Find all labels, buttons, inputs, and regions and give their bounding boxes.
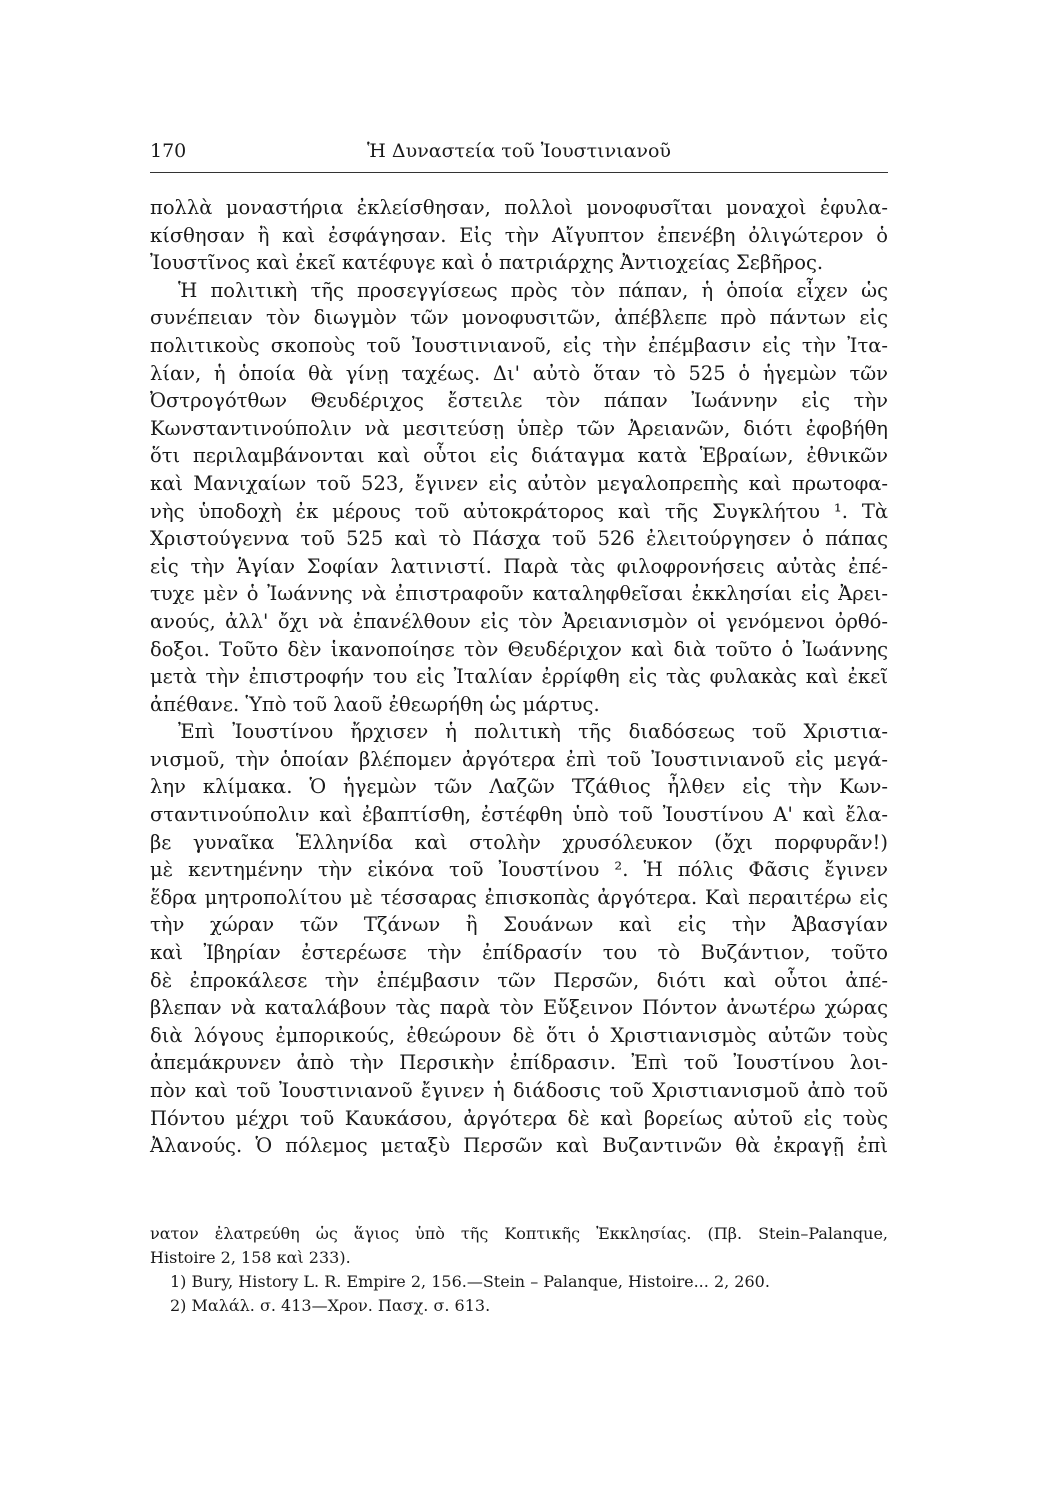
body-line: πολλὰ μοναστήρια ἐκλείσθησαν, πολλοὶ μονοφυσῖται μοναχοὶ ἐφυλα- [150, 196, 888, 219]
body-line: Ἐπὶ Ἰουστίνου ἤρχισεν ἡ πολιτικὴ τῆς διαδόσεως τοῦ Χριστια- [178, 720, 888, 744]
body-line: πὸν καὶ τοῦ Ἰουστινιανοῦ ἔγινεν ἡ διάδοσις τοῦ Χριστιανισμοῦ ἀπὸ τοῦ [150, 1079, 888, 1102]
body-line: Ἰουστῖνος καὶ ἐκεῖ κατέφυγε καὶ ὁ πατριάρχης Ἀντιοχείας Σεβῆρος. [150, 251, 824, 275]
body-line: καὶ Μανιχαίων τοῦ 523, ἔγινεν εἰς αὐτὸν μεγαλοπρεπὴς καὶ πρωτοφα- [150, 471, 888, 495]
footnote-line: 1) Bury, History L. R. Empire 2, 156.—Stein – Palanque, Histoire... 2, 260. [170, 1272, 770, 1291]
page-number: 170 [150, 140, 187, 162]
body-line: Κωνσταντινούπολιν νὰ μεσιτεύσῃ ὑπὲρ τῶν Ἀρειανῶν, διότι ἐφοβήθη [150, 416, 888, 440]
body-line: μετὰ τὴν ἐπιστροφήν του εἰς Ἰταλίαν ἐρρίφθη εἰς τὰς φυλακὰς καὶ ἐκεῖ [150, 665, 888, 689]
body-line: ανούς, ἀλλ' ὄχι νὰ ἐπανέλθουν εἰς τὸν Ἀρειανισμὸν οἱ γενόμενοι ὀρθό- [150, 609, 888, 633]
body-line: διὰ λόγους ἐμπορικούς, ἐθεώρουν δὲ ὅτι ὁ Χριστιανισμὸς αὐτῶν τοὺς [150, 1023, 888, 1047]
body-line: σταντινούπολιν καὶ ἐβαπτίσθη, ἐστέφθη ὑπὸ τοῦ Ἰουστίνου Α' καὶ ἔλα- [150, 803, 888, 827]
header-rule [150, 172, 888, 173]
body-line: συνέπειαν τὸν διωγμὸν τῶν μονοφυσιτῶν, ἀπέβλεπε πρὸ πάντων εἰς [150, 306, 888, 330]
running-title: Ἡ Δυναστεία τοῦ Ἰουστινιανοῦ [367, 140, 671, 162]
body-line: νὴς ὑποδοχὴ ἐκ μέρους τοῦ αὐτοκράτορος καὶ τῆς Συγκλήτου ¹. Τὰ [150, 499, 888, 523]
body-line: κίσθησαν ἢ καὶ ἐσφάγησαν. Εἰς τὴν Αἴγυπτον ἐπενέβη ὀλιγώτερον ὁ [150, 223, 888, 247]
body-line: πολιτικοὺς σκοποὺς τοῦ Ἰουστινιανοῦ, εἰς τὴν ἐπέμβασιν εἰς τὴν Ἰτα- [150, 333, 888, 357]
body-line: ὅτι περιλαμβάνονται καὶ οὗτοι εἰς διάταγμα κατὰ Ἑβραίων, ἐθνικῶν [150, 444, 888, 468]
body-line: καὶ Ἰβηρίαν ἐστερέωσε τὴν ἐπίδρασίν του τὸ Βυζάντιον, τοῦτο [150, 941, 888, 965]
body-line: δοξοι. Τοῦτο δὲν ἱκανοποίησε τὸν Θευδέριχον καὶ διὰ τοῦτο ὁ Ἰωάννης [150, 637, 888, 661]
footnote-line: νατον ἐλατρεύθη ὡς ἅγιος ὑπὸ τῆς Κοπτικῆς Ἐκκλησίας. (Πβ. Stein–Palanque, [150, 1224, 888, 1243]
body-line: Ὀστρογότθων Θευδέριχος ἔστειλε τὸν πάπαν Ἰωάννην εἰς τὴν [150, 389, 888, 413]
body-line: βλεπαν νὰ καταλάβουν τὰς παρὰ τὸν Εὔξεινον Πόντον ἀνωτέρω χώρας [150, 996, 888, 1020]
body-line: δὲ ἐπροκάλεσε τὴν ἐπέμβασιν τῶν Περσῶν, διότι καὶ οὗτοι ἀπέ- [150, 968, 888, 992]
body-line: βε γυναῖκα Ἑλληνίδα καὶ στολὴν χρυσόλευκον (ὄχι πορφυρᾶν!) [150, 830, 888, 854]
body-text [150, 194, 888, 1160]
body-line: τὴν χώραν τῶν Τζάνων ἢ Σουάνων καὶ εἰς τὴν Ἀβασγίαν [150, 913, 888, 937]
body-line: εἰς τὴν Ἁγίαν Σοφίαν λατινιστί. Παρὰ τὰς φιλοφρονήσεις αὐτὰς ἐπέ- [150, 554, 888, 578]
body-line: Ἀλανούς. Ὁ πόλεμος μεταξὺ Περσῶν καὶ Βυζαντινῶν θὰ ἐκραγῇ ἐπὶ [150, 1134, 888, 1158]
body-line: νισμοῦ, τὴν ὁποίαν βλέπομεν ἀργότερα ἐπὶ τοῦ Ἰουστινιανοῦ εἰς μεγά- [150, 747, 888, 771]
page-header [150, 140, 888, 164]
body-line: ἀπεμάκρυνεν ἀπὸ τὴν Περσικὴν ἐπίδρασιν. Ἐπὶ τοῦ Ἰουστίνου λοι- [150, 1051, 888, 1075]
body-line: Χριστούγεννα τοῦ 525 καὶ τὸ Πάσχα τοῦ 526 ἐλειτούργησεν ὁ πάπας [150, 527, 888, 551]
body-line: ἕδρα μητροπολίτου μὲ τέσσαρας ἐπισκοπὰς ἀργότερα. Καὶ περαιτέρω εἰς [150, 885, 888, 909]
footnotes [150, 1222, 888, 1318]
body-line: τυχε μὲν ὁ Ἰωάννης νὰ ἐπιστραφοῦν καταληφθεῖσαι ἐκκλησίαι εἰς Ἀρει- [150, 582, 888, 606]
body-line: λην κλίμακα. Ὁ ἡγεμὼν τῶν Λαζῶν Τζάθιος ἦλθεν εἰς τὴν Κων- [150, 775, 888, 799]
body-line: λίαν, ἡ ὁποία θὰ γίνῃ ταχέως. Δι' αὐτὸ ὅταν τὸ 525 ὁ ἡγεμὼν τῶν [150, 361, 888, 385]
body-line: ἀπέθανε. Ὑπὸ τοῦ λαοῦ ἐθεωρήθη ὡς μάρτυς. [150, 692, 600, 716]
footnote-line: Histoire 2, 158 καὶ 233). [150, 1248, 351, 1267]
body-line: μὲ κεντημένην τὴν εἰκόνα τοῦ Ἰουστίνου ². Ἡ πόλις Φᾶσις ἔγινεν [150, 858, 888, 882]
body-line: Πόντου μέχρι τοῦ Καυκάσου, ἀργότερα δὲ καὶ βορείως αὐτοῦ εἰς τοὺς [150, 1106, 888, 1130]
footnote-line: 2) Μαλάλ. σ. 413—Χρον. Πασχ. σ. 613. [170, 1296, 491, 1315]
body-line: Ἡ πολιτικὴ τῆς προσεγγίσεως πρὸς τὸν πάπαν, ἡ ὁποία εἶχεν ὡς [178, 278, 888, 302]
